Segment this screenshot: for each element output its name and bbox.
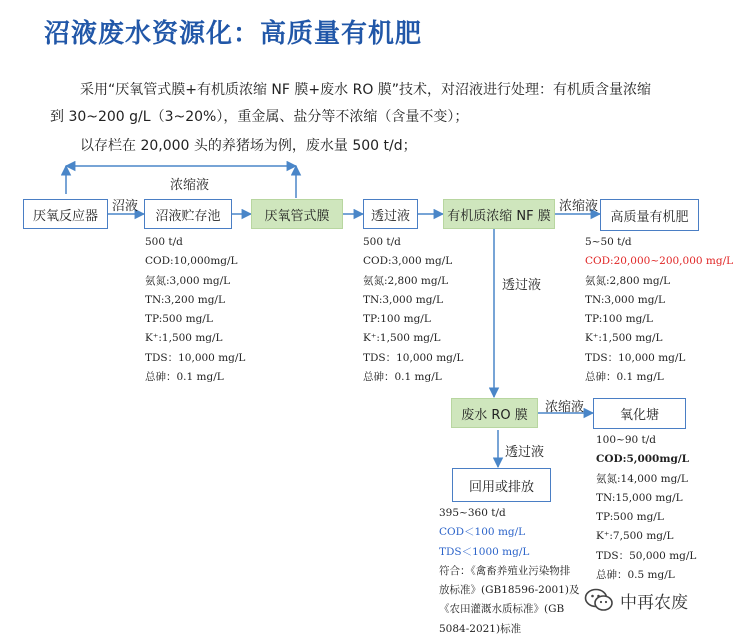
data-permeate-line: 氨氮:2,800 mg/L bbox=[363, 274, 449, 287]
label-biogas-slurry: 沼液 bbox=[112, 199, 139, 214]
data-fertilizer-line: TP:100 mg/L bbox=[585, 313, 653, 326]
data-oxidation-line: 氨氮:14,000 mg/L bbox=[596, 472, 688, 485]
label-ro-permeate: 透过液 bbox=[505, 445, 545, 460]
data-oxidation bbox=[596, 431, 696, 585]
data-fertilizer-cod: COD:20,000~200,000 mg/L bbox=[585, 255, 733, 268]
data-permeate-line: 500 t/d bbox=[363, 236, 401, 248]
node-anaerobic-reactor: 厌氧反应器 bbox=[23, 199, 108, 229]
watermark-logo bbox=[584, 587, 688, 613]
data-reuse-line: 放标准》(GB18596-2001)及 bbox=[439, 584, 580, 597]
data-oxidation-line: 总砷：0.5 mg/L bbox=[596, 569, 675, 582]
node-ro-membrane: 废水 RO 膜 bbox=[451, 398, 538, 428]
intro-line-2: 到 30~200 g/L（3~20%），重金属、盐分等不浓缩（含量不变）； bbox=[50, 109, 469, 125]
data-storage-line: TP:500 mg/L bbox=[145, 313, 213, 326]
data-reuse-line: 5084-2021)标准 bbox=[439, 622, 522, 635]
data-reuse-tds: TDS＜1000 mg/L bbox=[439, 545, 530, 558]
data-fertilizer-line: TN:3,000 mg/L bbox=[585, 293, 665, 306]
data-fertilizer-line: 总砷：0.1 mg/L bbox=[585, 371, 664, 384]
logo-text: 中再农废 bbox=[620, 592, 688, 613]
data-oxidation-cod: COD:5,000mg/L bbox=[596, 453, 690, 466]
data-permeate-line: TN:3,000 mg/L bbox=[363, 293, 443, 306]
node-permeate: 透过液 bbox=[363, 199, 418, 229]
data-fertilizer-line: 氨氮:2,800 mg/L bbox=[585, 274, 671, 287]
data-storage-line: TN:3,200 mg/L bbox=[145, 293, 225, 306]
data-permeate-line: 总砷：0.1 mg/L bbox=[363, 371, 442, 384]
node-biogas-storage: 沼液贮存池 bbox=[144, 199, 232, 229]
data-oxidation-line: TN:15,000 mg/L bbox=[596, 491, 683, 504]
data-reuse-line: 《农田灌溉水质标准》(GB bbox=[439, 603, 565, 616]
data-permeate-line: COD:3,000 mg/L bbox=[363, 255, 453, 268]
data-fertilizer-line: TDS：10,000 mg/L bbox=[585, 351, 686, 364]
data-fertilizer bbox=[585, 233, 733, 387]
data-storage-line: 总砷：0.1 mg/L bbox=[145, 371, 224, 384]
data-storage-line: 500 t/d bbox=[145, 236, 183, 248]
label-ro-concentrate: 浓缩液 bbox=[545, 400, 585, 415]
data-permeate-line: TP:100 mg/L bbox=[363, 313, 431, 326]
data-permeate bbox=[363, 233, 463, 387]
data-permeate-line: K⁺:1,500 mg/L bbox=[363, 332, 441, 345]
data-fertilizer-line: 5~50 t/d bbox=[585, 236, 632, 248]
node-reuse-discharge: 回用或排放 bbox=[452, 468, 551, 502]
data-storage-line: K⁺:1,500 mg/L bbox=[145, 332, 223, 345]
node-oxidation-pond: 氧化塘 bbox=[593, 398, 686, 429]
data-storage bbox=[145, 233, 245, 387]
data-oxidation-line: K⁺:7,500 mg/L bbox=[596, 530, 674, 543]
data-reuse bbox=[439, 504, 579, 639]
label-nf-concentrate: 浓缩液 bbox=[559, 199, 599, 214]
data-permeate-line: TDS：10,000 mg/L bbox=[363, 351, 464, 364]
data-oxidation-line: TP:500 mg/L bbox=[596, 511, 664, 524]
node-anaerobic-membrane: 厌氧管式膜 bbox=[251, 199, 343, 229]
data-oxidation-line: 100~90 t/d bbox=[596, 434, 657, 446]
wechat-icon bbox=[584, 587, 614, 613]
label-nf-permeate: 透过液 bbox=[502, 278, 542, 293]
intro-line-3: 以存栏在 20,000 头的养猪场为例，废水量 500 t/d； bbox=[80, 138, 417, 154]
data-fertilizer-line: K⁺:1,500 mg/L bbox=[585, 332, 663, 345]
label-recycle-concentrate: 浓缩液 bbox=[170, 178, 210, 193]
node-organic-fertilizer: 高质量有机肥 bbox=[600, 199, 699, 231]
page-title: 沼液废水资源化：高质量有机肥 bbox=[44, 19, 423, 49]
intro-line-1: 采用“厌氧管式膜+有机质浓缩 NF 膜+废水 RO 膜”技术，对沼液进行处理：有机质含量浓缩 bbox=[80, 82, 652, 98]
data-reuse-cod: COD＜100 mg/L bbox=[439, 526, 526, 539]
data-reuse-line: 395~360 t/d bbox=[439, 507, 506, 519]
data-oxidation-line: TDS：50,000 mg/L bbox=[596, 549, 697, 562]
data-storage-line: COD:10,000mg/L bbox=[145, 255, 238, 268]
data-storage-line: TDS：10,000 mg/L bbox=[145, 351, 246, 364]
data-storage-line: 氨氮:3,000 mg/L bbox=[145, 274, 231, 287]
node-nf-membrane: 有机质浓缩 NF 膜 bbox=[443, 199, 555, 229]
data-reuse-line: 符合：《禽畜养殖业污染物排 bbox=[439, 564, 571, 577]
